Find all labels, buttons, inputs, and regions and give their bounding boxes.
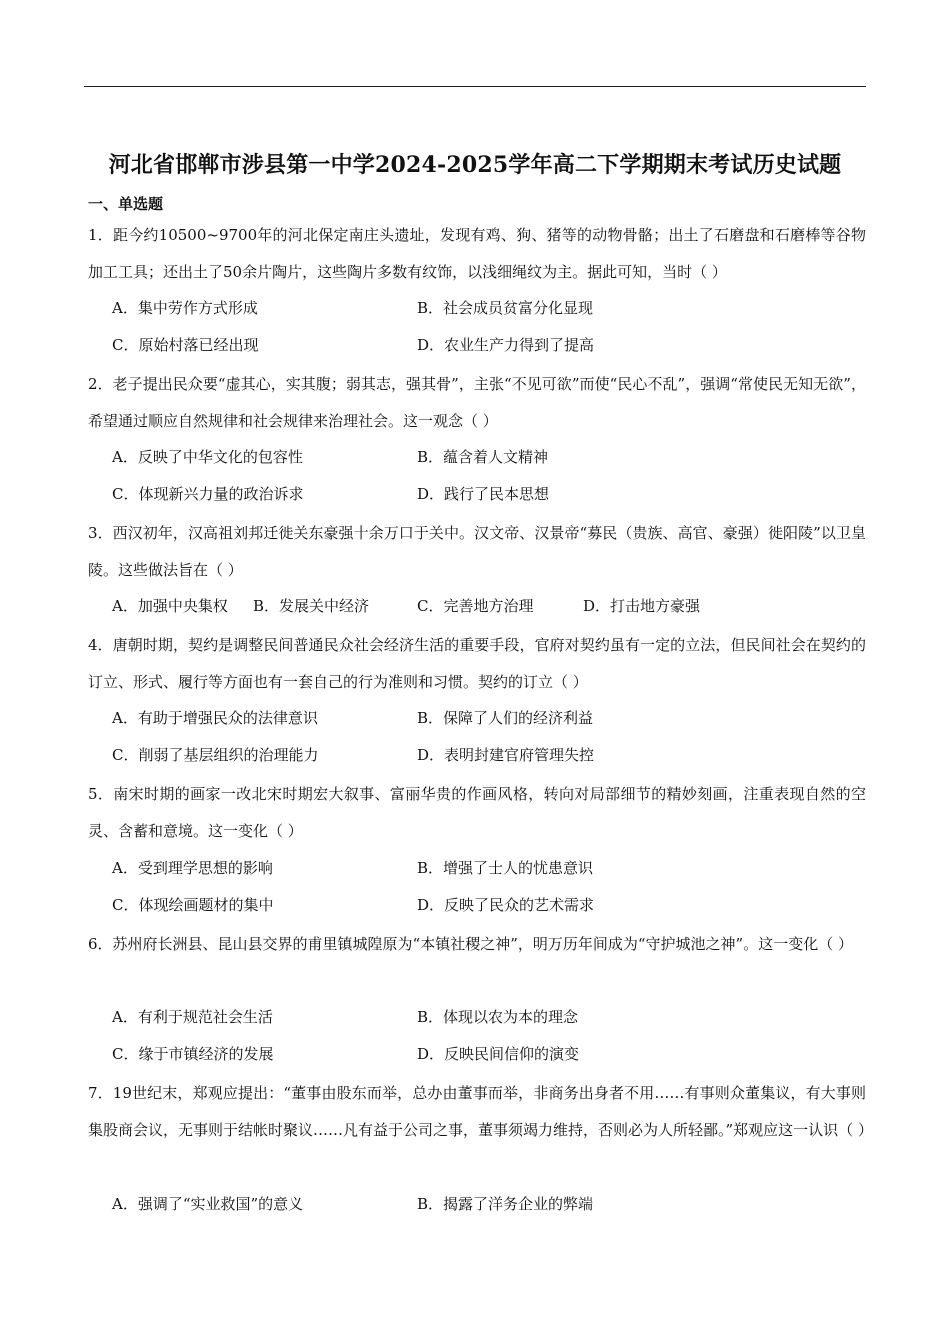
question-6-option-b[interactable]: B．体现以农为本的理念 [417, 1008, 579, 1026]
question-3-option-c[interactable]: C．完善地方治理 [417, 597, 534, 615]
question-6-option-a[interactable]: A．有利于规范社会生活 [112, 1008, 273, 1026]
question-1-option-d[interactable]: D．农业生产力得到了提高 [417, 336, 595, 354]
question-2-option-a[interactable]: A．反映了中华文化的包容性 [112, 448, 303, 466]
question-3-option-b[interactable]: B．发展关中经济 [253, 597, 370, 615]
question-1-option-c[interactable]: C．原始村落已经出现 [112, 336, 259, 354]
question-2-stem: 2．老子提出民众要“虚其心，实其腹；弱其志，强其骨”，主张“不见可欲”而使“民心不乱”，强调“常使民无知无欲”，希望通过顺应自然规律和社会规律来治理社会。这一观念（ ） [88, 375, 866, 430]
page-title: 河北省邯郸市涉县第一中学2024-2025学年高二下学期期末考试历史试题 [108, 152, 842, 178]
question-5-option-a[interactable]: A．受到理学思想的影响 [112, 859, 273, 877]
question-6-stem: 6．苏州府长洲县、昆山县交界的甫里镇城隍原为“本镇社稷之神”，明万历年间成为“守护城池之神”。这一变化（ ） [88, 935, 853, 953]
question-7-option-b[interactable]: B．揭露了洋务企业的弊端 [417, 1195, 594, 1213]
question-4-stem: 4．唐朝时期，契约是调整民间普通民众社会经济生活的重要手段，官府对契约虽有一定的立法，但民间社会在契约的订立、形式、履行等方面也有一套自己的行为准则和习惯。契约的订立（ ） [88, 636, 866, 691]
question-4-option-c[interactable]: C．削弱了基层组织的治理能力 [112, 746, 319, 764]
question-5-option-d[interactable]: D．反映了民众的艺术需求 [417, 896, 595, 914]
question-3-option-d[interactable]: D．打击地方豪强 [583, 597, 701, 615]
question-3-option-a[interactable]: A．加强中央集权 [112, 597, 228, 615]
question-2-option-d[interactable]: D．践行了民本思想 [417, 485, 550, 503]
question-4-option-a[interactable]: A．有助于增强民众的法律意识 [112, 709, 318, 727]
question-4-option-b[interactable]: B．保障了人们的经济利益 [417, 709, 594, 727]
question-2-option-b[interactable]: B．蕴含着人文精神 [417, 448, 549, 466]
question-5-option-b[interactable]: B．增强了士人的忧患意识 [417, 859, 594, 877]
question-2-option-c[interactable]: C．体现新兴力量的政治诉求 [112, 485, 304, 503]
header-rule [84, 86, 866, 87]
question-1-option-a[interactable]: A．集中劳作方式形成 [112, 299, 258, 317]
question-7-option-a[interactable]: A．强调了“实业救国”的意义 [112, 1195, 304, 1213]
question-5-stem: 5．南宋时期的画家一改北宋时期宏大叙事、富丽华贵的作画风格，转向对局部细节的精妙刻画，注重表现自然的空灵、含蓄和意境。这一变化（ ） [88, 785, 866, 840]
question-6-option-c[interactable]: C．缘于市镇经济的发展 [112, 1045, 274, 1063]
question-5-option-c[interactable]: C．体现绘画题材的集中 [112, 896, 274, 914]
question-1-option-b[interactable]: B．社会成员贫富分化显现 [417, 299, 594, 317]
question-6-option-d[interactable]: D．反映民间信仰的演变 [417, 1045, 580, 1063]
question-3-stem: 3．西汉初年，汉高祖刘邦迁徙关东豪强十余万口于关中。汉文帝、汉景帝“募民（贵族、高官、豪强）徙阳陵”以卫皇陵。这些做法旨在（ ） [88, 524, 866, 579]
question-4-option-d[interactable]: D．表明封建官府管理失控 [417, 746, 595, 764]
question-1-stem: 1．距今约10500~9700年的河北保定南庄头遗址，发现有鸡、狗、猪等的动物骨骼；出土了石磨盘和石磨棒等谷物加工工具；还出土了50余片陶片，这些陶片多数有纹饰，以浅细绳纹为主。据此可知，当时（ ） [88, 226, 866, 281]
question-7-stem: 7．19世纪末，郑观应提出：“董事由股东而举，总办由董事而举，非商务出身者不用……有事则众董集议，有大事则集股商会议，无事则于结帐时聚议……凡有益于公司之事，董事须竭力维持，否则必为人所轻鄙。”郑观应这一认识（ ） [88, 1084, 873, 1139]
section-heading: 一、单选题 [88, 195, 164, 213]
